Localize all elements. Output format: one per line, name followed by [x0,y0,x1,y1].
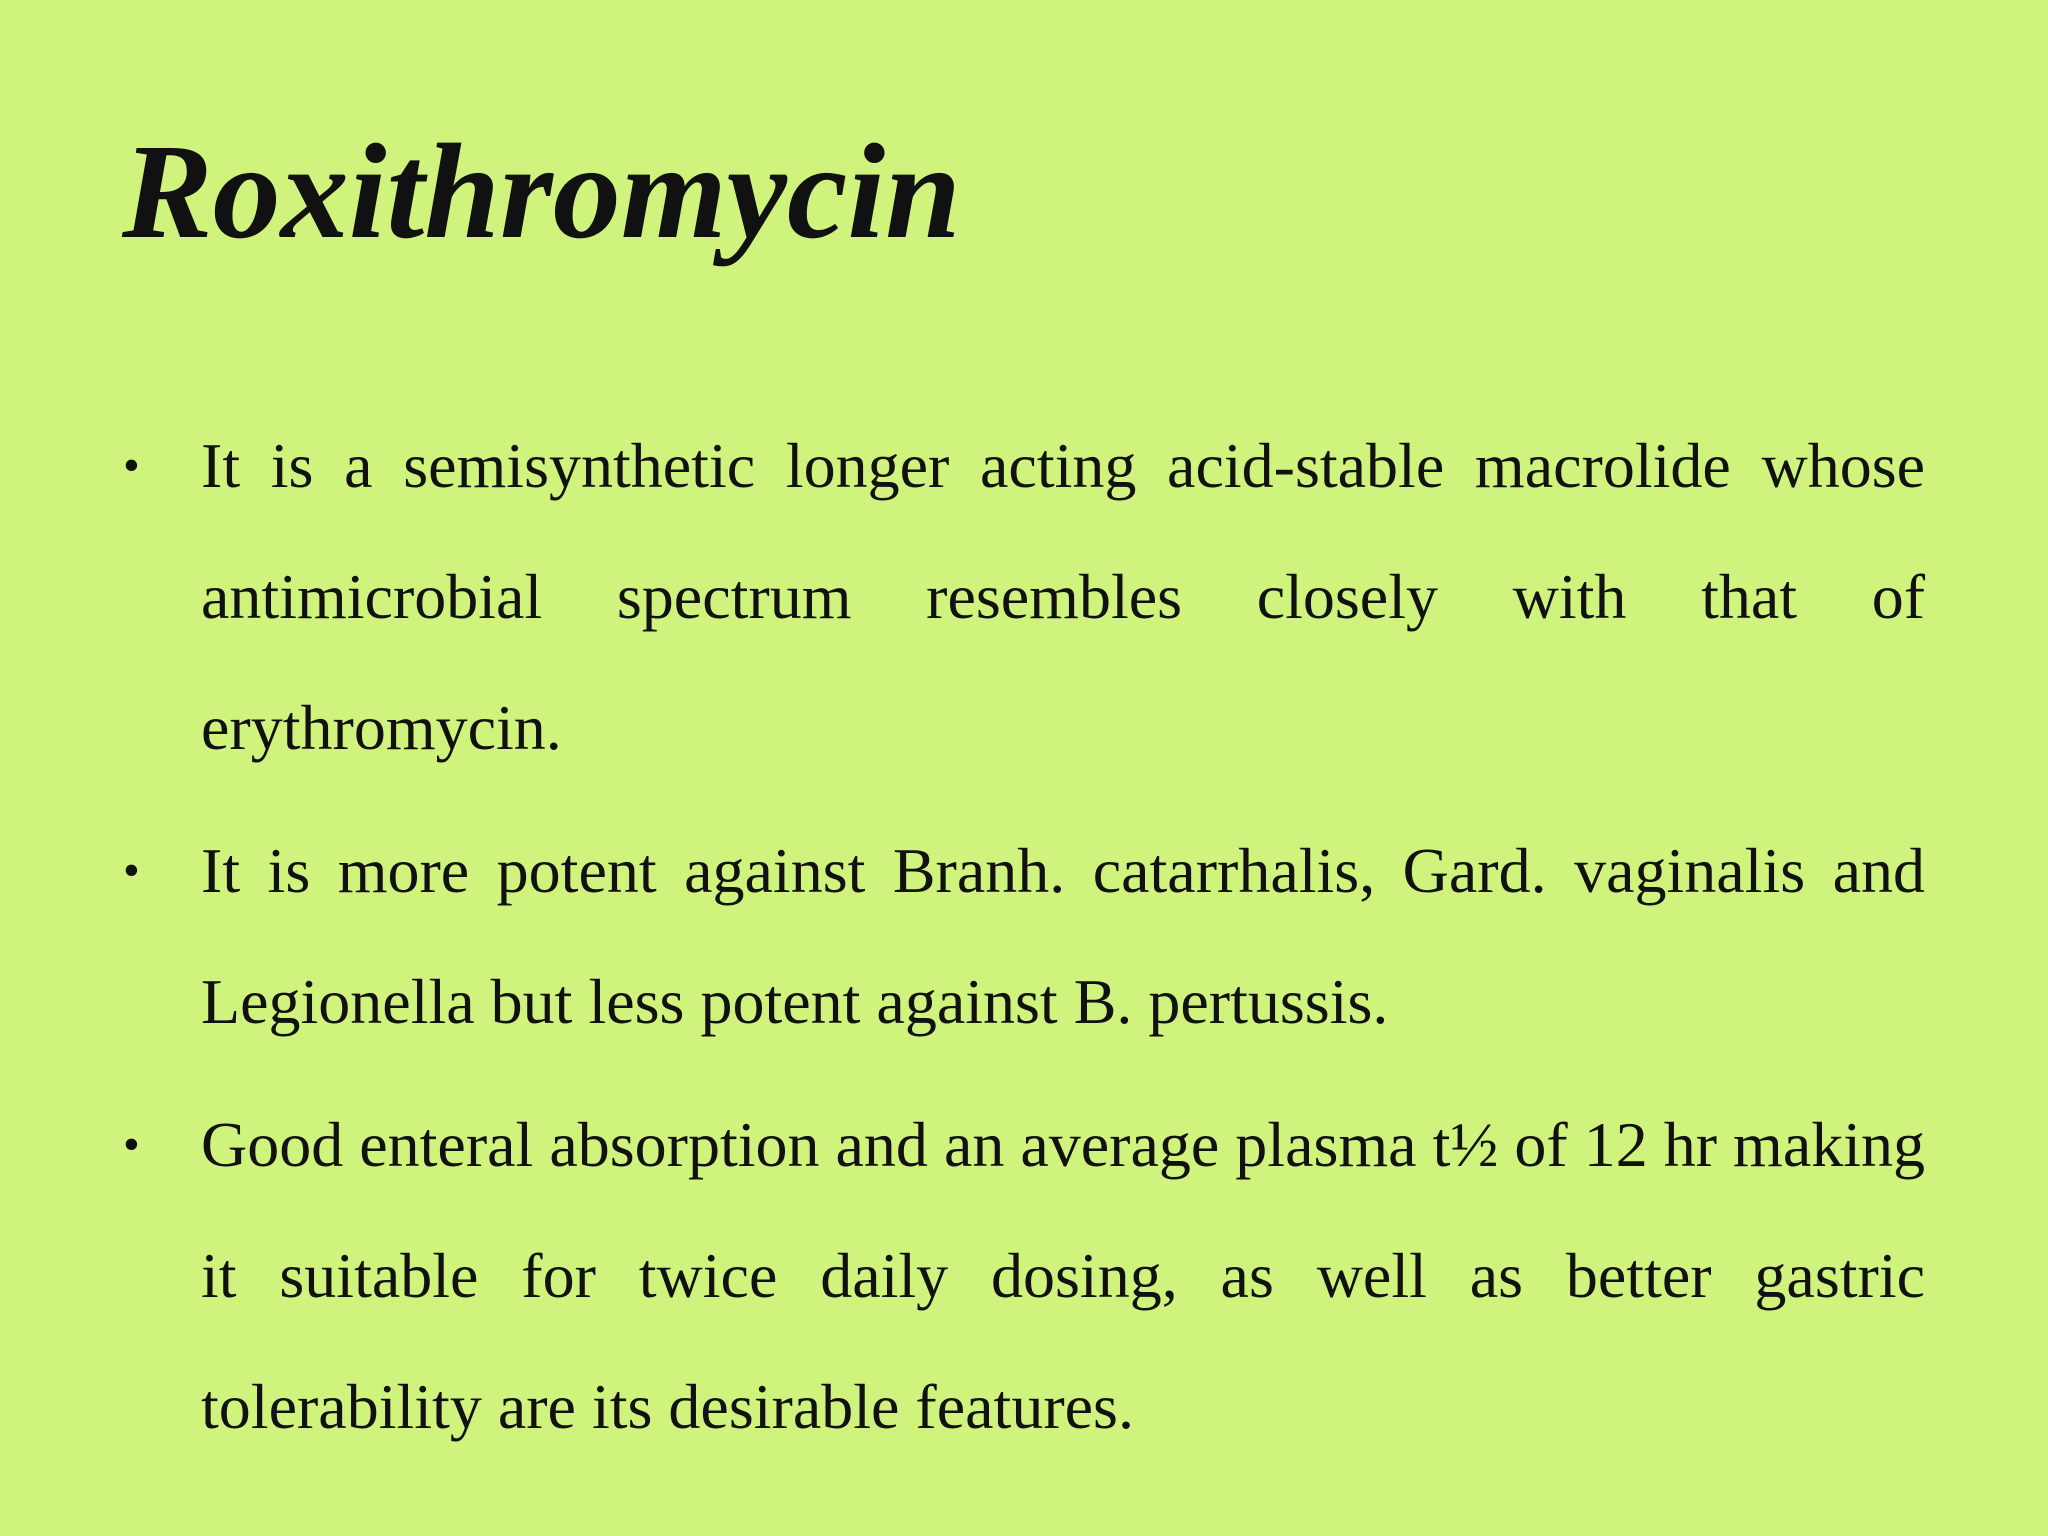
slide-title: Roxithromycin [122,117,961,267]
bullet-text: It is more potent against Branh. catarrhalis, Gard. vaginalis and Legionella but less potent against B. pertussis. [201,835,1925,1037]
bullet-marker: • [123,844,140,897]
bullet-item-3 [120,1079,1925,1472]
bullet-marker: • [123,1118,140,1171]
bullet-item-2 [120,805,1925,1067]
bullet-item-1 [120,400,1925,793]
bullet-marker: • [123,439,140,492]
bullet-text: Good enteral absorption and an average plasma t½ of 12 hr making it suitable for twice daily dosing, as well as better gastric tolerability are its desirable features. [201,1109,1925,1442]
bullet-text: It is a semisynthetic longer acting acid-stable macrolide whose antimicrobial spectrum resembles closely with that of erythromycin. [201,430,1925,763]
bullet-list [120,400,1925,1484]
